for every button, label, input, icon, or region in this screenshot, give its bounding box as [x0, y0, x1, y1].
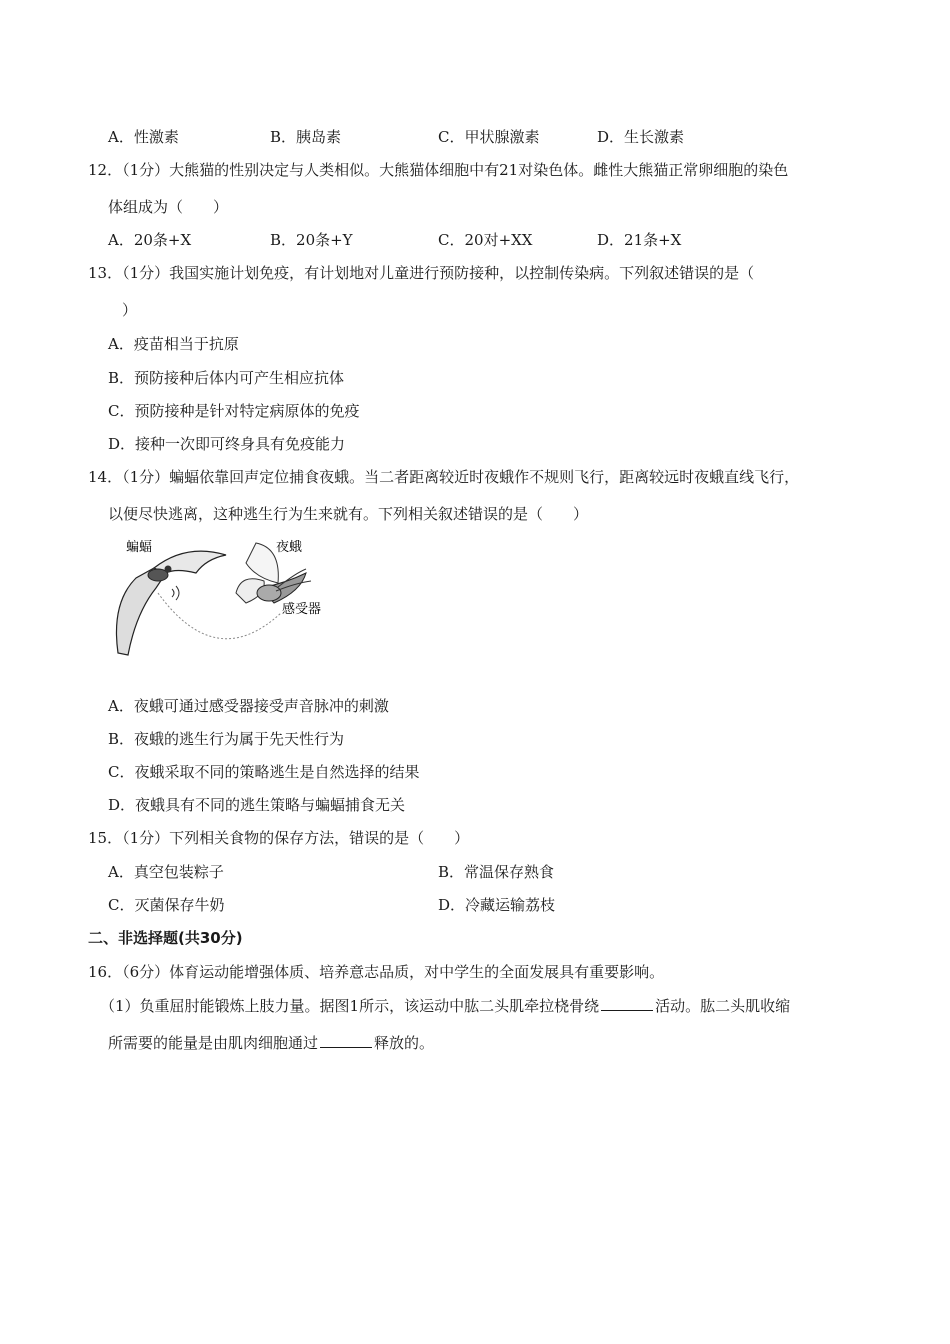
section-2-title: 二、非选择题(共30分) [88, 929, 243, 947]
q14-option-d: D．夜蛾具有不同的逃生策略与蝙蝠捕食无关 [108, 796, 406, 814]
q16-stem: 16．（6分）体育运动能增强体质、培养意志品质，对中学生的全面发展具有重要影响。 [88, 963, 665, 981]
answer-blank-2[interactable] [320, 1033, 372, 1048]
q13-option-b: B．预防接种后体内可产生相应抗体 [108, 369, 345, 387]
q16-sub1-text-c: 所需要的能量是由肌肉细胞通过 [108, 1034, 319, 1052]
q16-sub1-text-d: 释放的。 [374, 1034, 435, 1052]
q13-option-a: A．疫苗相当于抗原 [108, 335, 239, 353]
q13-stem-line2: ） [122, 301, 138, 319]
q14-option-c: C．夜蛾采取不同的策略逃生是自然选择的结果 [108, 763, 420, 781]
q11-option-c: C．甲状腺激素 [438, 128, 540, 146]
sound-wave-icon [172, 586, 179, 600]
q12-option-d: D．21条+X [597, 231, 682, 249]
q15-option-c: C．灭菌保存牛奶 [108, 896, 225, 914]
bat-label: 蝙蝠 [126, 540, 153, 555]
receptor-label: 感受器 [282, 602, 322, 617]
q14-option-b: B．夜蛾的逃生行为属于先天性行为 [108, 730, 345, 748]
q11-option-d: D．生长激素 [597, 128, 685, 146]
q16-sub1-line1 [100, 996, 790, 1016]
q12-stem-line2: 体组成为（ ） [108, 198, 229, 216]
q12-option-c: C．20对+XX [438, 231, 533, 249]
q13-option-c: C．预防接种是针对特定病原体的免疫 [108, 402, 360, 420]
q16-sub1-text-b: 活动。肱二头肌收缩 [655, 997, 791, 1015]
q15-option-a: A．真空包装粽子 [108, 863, 224, 881]
answer-blank-1[interactable] [601, 996, 653, 1011]
q14-stem-line1: 14．（1分）蝙蝠依靠回声定位捕食夜蛾。当二者距离较近时夜蛾作不规则飞行，距离较远时夜蛾直线飞行， [88, 468, 800, 486]
bat-illustration [116, 551, 226, 655]
moth-label: 夜蛾 [276, 540, 303, 555]
q15-stem: 15．（1分）下列相关食物的保存方法，错误的是（ ） [88, 829, 470, 847]
q13-stem-line1: 13．（1分）我国实施计划免疫，有计划地对儿童进行预防接种，以控制传染病。下列叙述错误的是（ [88, 264, 755, 282]
q15-option-b: B．常温保存熟食 [438, 863, 555, 881]
q16-sub1-line2 [108, 1033, 434, 1053]
q12-option-b: B．20条+Y [270, 231, 353, 249]
q16-sub1-text-a: （1）负重屈肘能锻炼上肢力量。据图1所示，该运动中肱二头肌牵拉桡骨绕 [100, 997, 600, 1015]
q11-option-b: B．胰岛素 [270, 128, 342, 146]
q15-option-d: D．冷藏运输荔枝 [438, 896, 556, 914]
q11-option-a: A．性激素 [108, 128, 179, 146]
bat-moth-figure [106, 533, 336, 663]
q14-option-a: A．夜蛾可通过感受器接受声音脉冲的刺激 [108, 697, 389, 715]
q12-stem-line1: 12．（1分）大熊猫的性别决定与人类相似。大熊猫体细胞中有21对染色体。雌性大熊猫正常卵细胞的染色 [88, 161, 789, 179]
q12-option-a: A．20条+X [108, 231, 192, 249]
q14-stem-line2: 以便尽快逃离，这种逃生行为生来就有。下列相关叙述错误的是（ ） [108, 505, 589, 523]
q13-option-d: D．接种一次即可终身具有免疫能力 [108, 435, 346, 453]
